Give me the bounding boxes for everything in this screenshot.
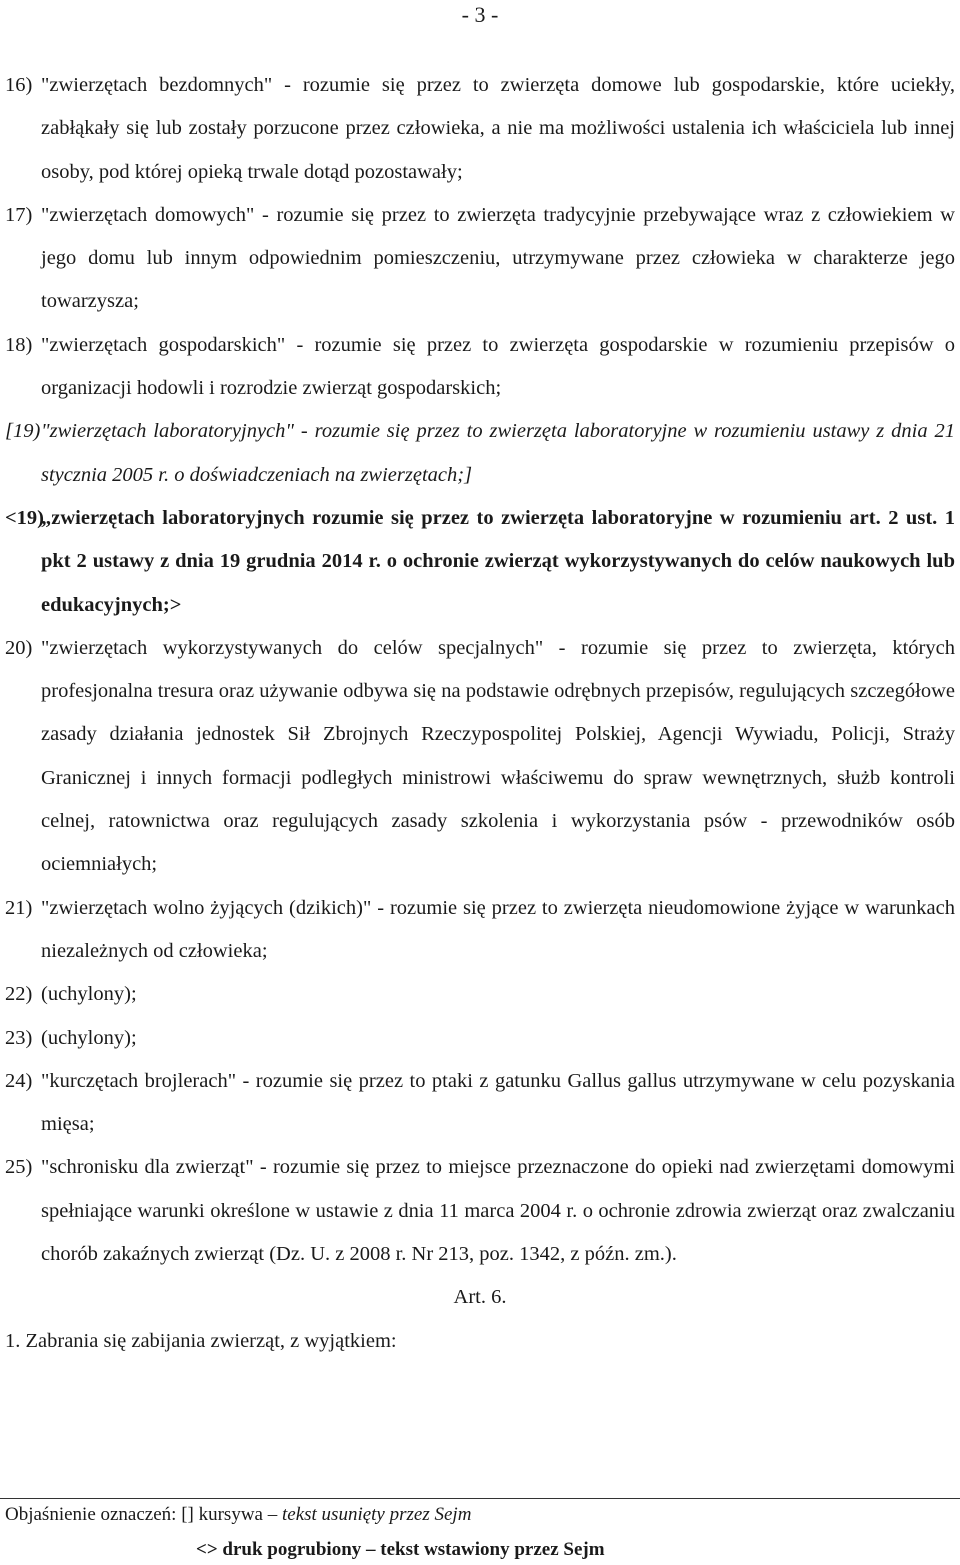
item-number: 18) <box>5 333 33 356</box>
legend-line-2: <> druk pogrubiony – tekst wstawiony przez Sejm <box>196 1539 605 1560</box>
item-number: 16) <box>5 74 33 96</box>
item-number: 20) <box>5 636 33 659</box>
legend-deleted-text: tekst usunięty przez Sejm <box>281 1504 472 1525</box>
page-number: - 3 - <box>461 2 499 27</box>
item-text: "zwierzętach domowych" - rozumie się przez to zwierzęta tradycyjnie przebywające wraz z człowiekiem w jego domu lub innym odpowiednim pomieszczeniu, utrzymywane przez człowieka w charakterze jego towarzysza; <box>41 203 955 313</box>
list-item-17 <box>0 194 960 324</box>
item-number: <19) <box>5 506 45 529</box>
item-text: "zwierzętach laboratoryjnych" - rozumie się przez to zwierzęta laboratoryjne w rozumieniu ustawy z dnia 21 stycznia 2005 r. o doświadczeniach na zwierzętach;] <box>41 420 955 486</box>
list-item-18 <box>0 324 960 411</box>
item-number: 22) <box>5 983 33 1006</box>
list-item-19-deleted <box>0 410 960 497</box>
list-item-19-inserted <box>0 497 960 627</box>
item-text: „zwierzętach laboratoryjnych rozumie się przez to zwierzęta laboratoryjne w rozumieniu art. 2 ust. 1 pkt 2 ustawy z dnia 19 grudnia 2014 r. o ochronie zwierząt wykorzystywanych do celów naukowych lub edukacyjnych;> <box>41 506 955 616</box>
footer-divider <box>0 1498 960 1499</box>
item-text: (uchylony); <box>41 1026 137 1049</box>
item-text: "zwierzętach bezdomnych" - rozumie się przez to zwierzęta domowe lub gospodarskie, które uciekły, zabłąkały się lub zostały porzucone przez człowieka, a nie ma możliwości ustalenia ich właściciela lub innej osoby, pod której opieką trwale dotąd pozostawały; <box>41 74 955 183</box>
item-number: 23) <box>5 1026 33 1049</box>
definitions-list <box>0 64 960 1363</box>
item-number: 25) <box>5 1156 33 1179</box>
item-number: 21) <box>5 896 33 919</box>
list-item-25 <box>0 1146 960 1276</box>
legend-label: Objaśnienie oznaczeń: [] kursywa – <box>5 1504 278 1525</box>
item-text: "kurczętach brojlerach" - rozumie się przez to ptaki z gatunku Gallus gallus utrzymywane w celu pozyskania mięsa; <box>41 1069 955 1136</box>
item-text: "zwierzętach wykorzystywanych do celów specjalnych" - rozumie się przez to zwierzęta, których profesjonalna tresura oraz używanie odbywa się na podstawie odrębnych przepisów, regulujących szczegółowe zasady działania jednostek Sił Zbrojnych Rzeczypospolitej Polskiej, Agencji Wywiadu, Policji, Straży Granicznej i innych formacji podległych ministrowi właściwemu do spraw wewnętrznych, służb kontroli celnej, ratownictwa oraz regulujących zasady szkolenia i wykorzystania psów - przewodników osób ociemniałych; <box>41 636 955 876</box>
item-text: "schronisku dla zwierząt" - rozumie się przez to miejsce przeznaczone do opieki nad zwierzętami domowymi spełniające warunki określone w ustawie z dnia 11 marca 2004 r. o ochronie zdrowia zwierząt oraz zwalczaniu chorób zakaźnych zwierząt (Dz. U. z 2008 r. Nr 213, poz. 1342, z późn. zm.). <box>41 1156 955 1266</box>
item-text: (uchylony); <box>41 983 137 1006</box>
list-item-24 <box>0 1060 960 1147</box>
list-item-21 <box>0 887 960 974</box>
article-heading: Art. 6. <box>453 1286 507 1309</box>
item-number: [19) <box>5 420 41 443</box>
item-text: "zwierzętach gospodarskich" - rozumie się przez to zwierzęta gospodarskie w rozumieniu przepisów o organizacji hodowli i rozrodzie zwierząt gospodarskich; <box>41 333 955 400</box>
list-item-23 <box>0 1017 960 1060</box>
list-item-22 <box>0 973 960 1016</box>
legend-line-1 <box>5 1500 471 1530</box>
paragraph-1: 1. Zabrania się zabijania zwierząt, z wyjątkiem: <box>5 1329 397 1352</box>
list-item-16 <box>0 64 960 194</box>
item-text: "zwierzętach wolno żyjących (dzikich)" - rozumie się przez to zwierzęta nieudomowione żyjące w warunkach niezależnych od człowieka; <box>41 896 955 962</box>
item-number: 24) <box>5 1069 33 1092</box>
list-item-20 <box>0 627 960 887</box>
item-number: 17) <box>5 203 33 226</box>
